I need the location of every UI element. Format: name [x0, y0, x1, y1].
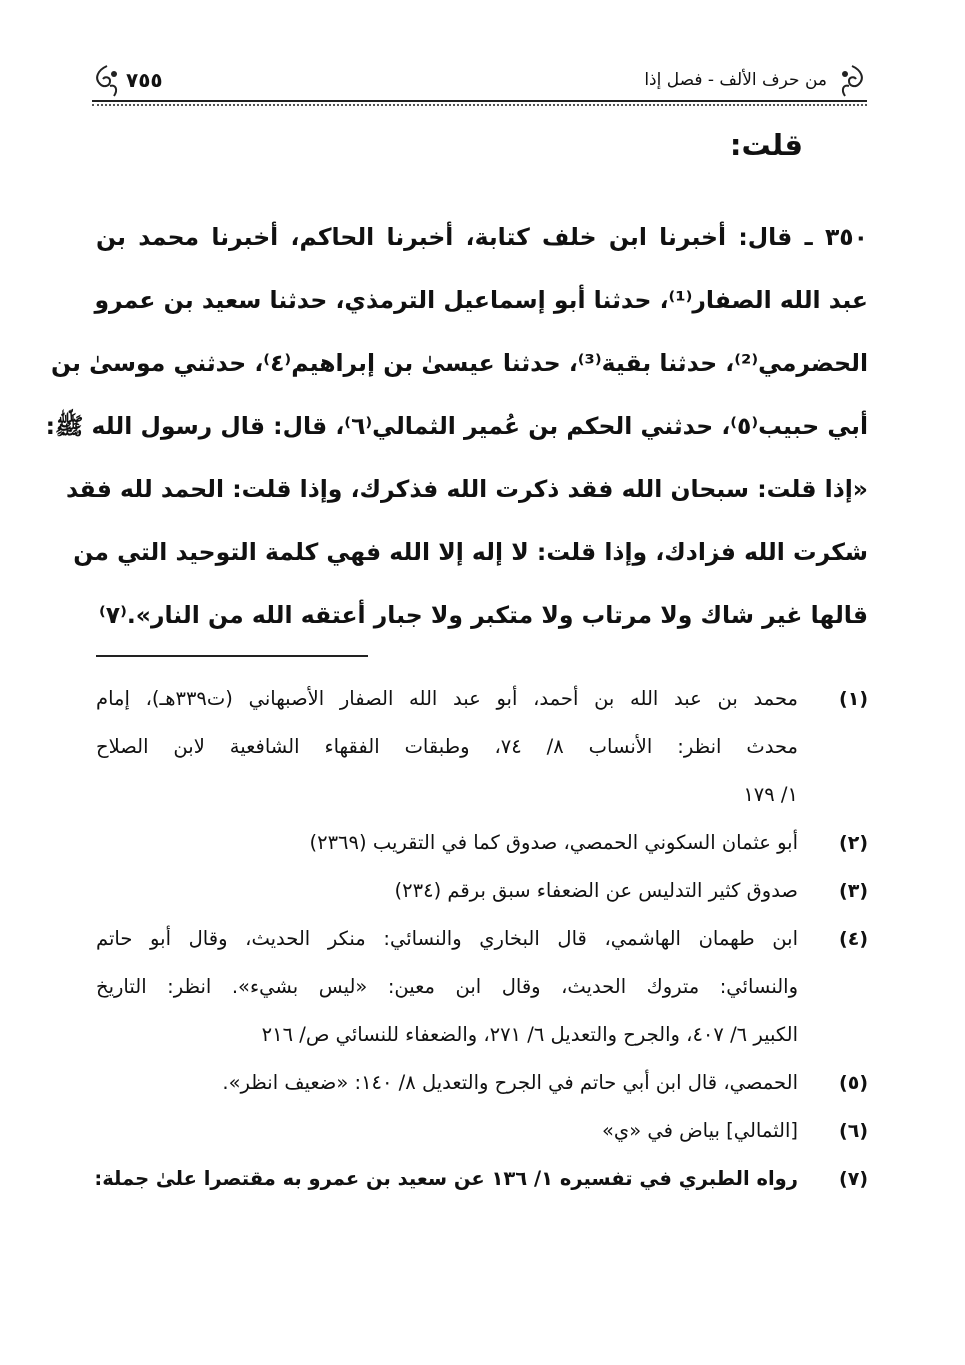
footnote-line: والنسائي: متروك الحديث، وقال ابن معين: «ليس بشيء». انظر: التاريخ	[96, 975, 798, 998]
footnote-line: رواه الطبري في تفسيره ١/ ١٣٦ عن سعيد بن عمرو به مقتصرا علىٰ جملة:	[94, 1167, 798, 1190]
footnote-line: محمد بن عبد الله بن أحمد، أبو عبد الله الصفار الأصبهاني (ت٣٣٩هـ)، إمام	[96, 687, 798, 710]
footnote-line: أبو عثمان السكوني الحمصي، صدوق كما في التقريب (٢٣٦٩)	[309, 831, 798, 854]
footnote-text	[96, 1059, 798, 1107]
footnotes	[96, 675, 868, 1203]
header-rule	[92, 100, 867, 102]
header-ornament-right-icon	[837, 64, 867, 98]
section-heading: قلت:	[729, 128, 803, 162]
footnote	[96, 819, 868, 867]
footnote-line: الحمصي، قال ابن أبي حاتم في الجرح والتعديل ٨/ ١٤٠: «ضعيف انظر».	[222, 1071, 798, 1094]
footnote	[96, 867, 868, 915]
footnote-line: محدث انظر: الأنساب ٨/ ٧٤، وطبقات الفقهاء الشافعية لابن الصلاح	[96, 735, 798, 758]
footnote-line: صدوق كثير التدليس عن الضعفاء سبق برقم (٢٣٤)	[394, 879, 798, 902]
footnote	[96, 1155, 868, 1203]
footnote-line: الكبير ٦/ ٤٠٧، والجرح والتعديل ٦/ ٢٧١، والضعفاء للنسائي ص/ ٢١٦	[261, 1023, 798, 1046]
footnote-text	[96, 1107, 798, 1155]
footnote-text	[96, 675, 798, 819]
footnote-number: (١)	[839, 688, 868, 710]
chapter-title: من حرف الألف - فصل إذا	[644, 70, 827, 90]
footnote-number: (٧)	[839, 1168, 868, 1190]
footnote-text	[96, 819, 798, 867]
footnote-text	[96, 915, 798, 1059]
footnote-separator	[96, 655, 368, 657]
footnote	[96, 675, 868, 819]
footnote-number: (٣)	[839, 880, 868, 902]
header-dotted-rule	[92, 104, 867, 106]
body-line: شكرت الله فزادك، وإذا قلت: لا إله إلا الله فهي كلمة التوحيد التي من	[73, 538, 868, 566]
footnote-line: ١/ ١٧٩	[743, 783, 798, 806]
footnote-number: (٤)	[839, 928, 868, 950]
footnote-number: (٥)	[839, 1072, 868, 1094]
footnote-number: (٢)	[839, 832, 868, 854]
footnote	[96, 915, 868, 1059]
body-line: قالها غير شاك ولا مرتاب ولا متكبر ولا جبار أعتقه الله من النار».⁽٧⁾	[98, 601, 868, 629]
footnote-number: (٦)	[839, 1120, 868, 1142]
body-line: الحضرمي⁽²⁾، حدثنا بقية⁽³⁾، حدثنا عيسىٰ بن إبراهيم⁽٤⁾، حدثني موسىٰ بن	[50, 349, 868, 377]
footnote-line: [الثمالي] بياض في «ي»	[602, 1119, 798, 1142]
page-number: ٧٥٥	[126, 68, 163, 92]
header-ornament-left-icon	[92, 64, 122, 98]
body-line: ٣٥٠ ـ قال: أخبرنا ابن خلف كتابة، أخبرنا الحاكم، أخبرنا محمد بن	[96, 223, 868, 251]
body-line: عبد الله الصفار⁽¹⁾، حدثنا أبو إسماعيل الترمذي، حدثنا سعيد بن عمرو	[94, 286, 868, 314]
footnote-line: ابن طهمان الهاشمي، قال البخاري والنسائي: منكر الحديث، وقال أبو حاتم	[96, 927, 798, 950]
footnote-text	[94, 1155, 798, 1203]
footnote	[96, 1059, 868, 1107]
footnote-text	[96, 867, 798, 915]
footnote	[96, 1107, 868, 1155]
hadith-text	[45, 206, 868, 647]
running-header	[92, 62, 867, 102]
body-line: «إذا قلت: سبحان الله فقد ذكرت الله فذكرك، وإذا قلت: الحمد لله فقد	[65, 475, 868, 503]
body-line: أبي حبيب⁽٥⁾، حدثني الحكم بن عُمير الثمالي⁽٦⁾، قال: قال رسول الله ﷺ:	[45, 412, 868, 440]
